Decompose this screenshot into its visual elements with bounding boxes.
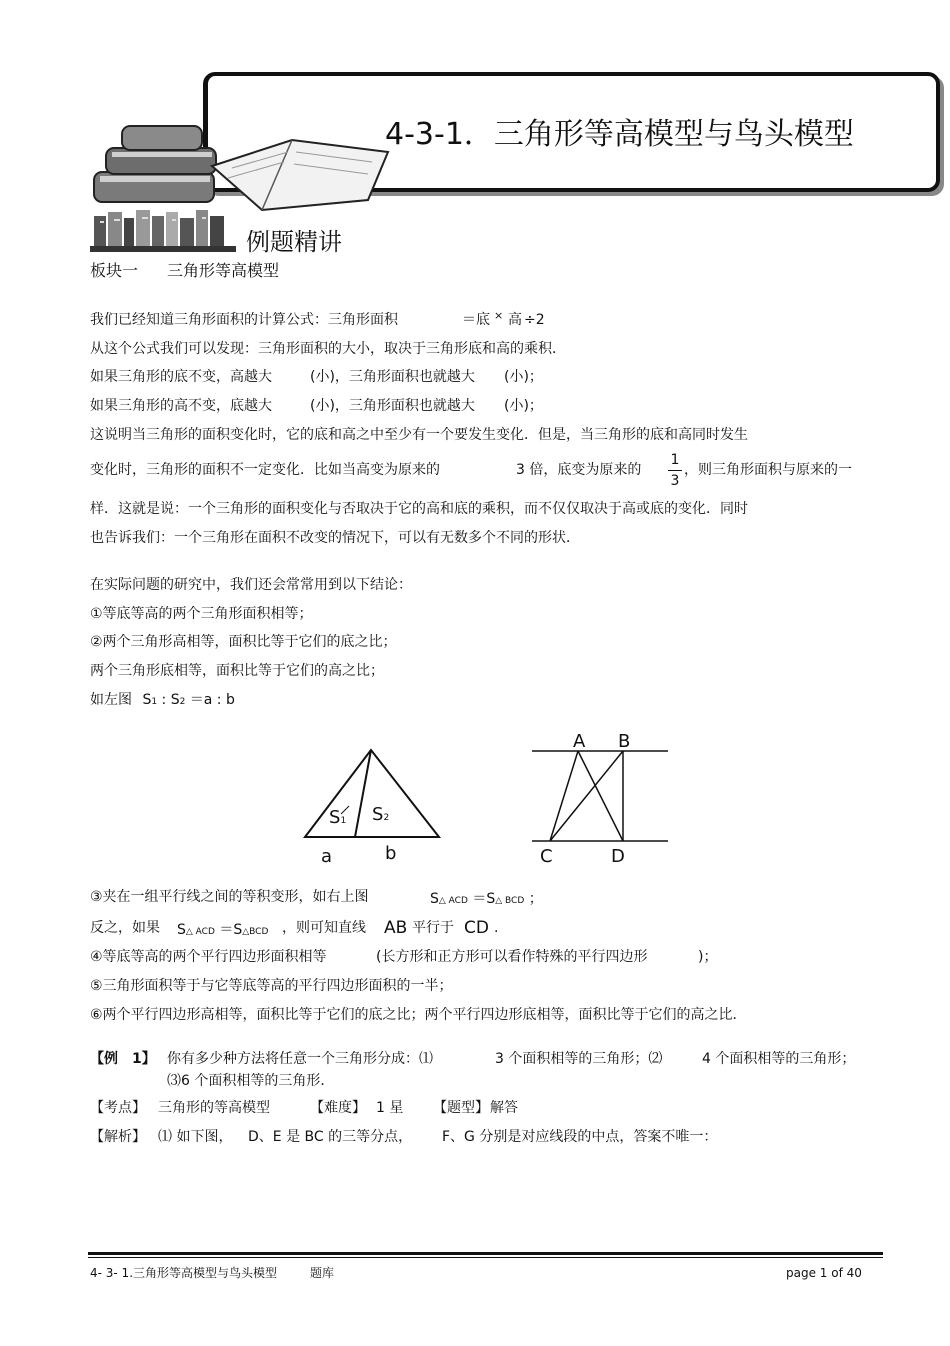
nandu-value: 1 星: [376, 1100, 404, 1116]
triangle-divider: [355, 750, 371, 837]
conclusion-4b: (长方形和正方形可以看作特殊的平行四边形: [376, 949, 648, 965]
jiexi-b: D、E 是 BC 的三等分点，: [248, 1129, 413, 1145]
section-title: 例题精讲: [246, 228, 342, 256]
ratio-sep: : S: [161, 692, 180, 708]
conclusion-head: 在实际问题的研究中，我们还会常常用到以下结论：: [90, 577, 412, 593]
conclusion-2c-a: 如左图: [90, 692, 132, 708]
footer-rule-thick: [88, 1252, 883, 1255]
block-title: 三角形等高模型: [167, 261, 280, 280]
intro-line-6a: 变化时，三角形的面积不一定变化．比如当高变为原来的: [90, 462, 440, 478]
conclusion-3-formula: S△ ACD ＝S△ BCD ；: [430, 891, 543, 907]
intro-line-1c: ×: [494, 309, 504, 322]
tixing-value: 解答: [490, 1100, 518, 1116]
intro-line-7: 样．这就是说：一个三角形的面积变化与否取决于它的高和底的乘积，而不仅仅取决于高或底的变化．同时: [90, 501, 748, 517]
s1-sub: 1: [151, 697, 158, 707]
jiexi-c: F、G 分别是对应线段的中点，答案不唯一：: [442, 1129, 718, 1145]
intro-line-4b: (小)，三角形面积也就越大: [310, 398, 475, 414]
line-ad: [578, 751, 623, 841]
book-shelf-icon: [90, 208, 238, 254]
conclusion-2c: [90, 691, 235, 711]
intro-line-4a: 如果三角形的高不变，底越大: [90, 398, 272, 414]
conclusion-6: ⑥两个平行四边形高相等，面积比等于它们的底之比；两个平行四边形底相等，面积比等于它们的高之比．: [90, 1007, 747, 1023]
label-D: D: [611, 846, 625, 867]
page-title: 4-3-1．三角形等高模型与鸟头模型: [385, 117, 854, 152]
intro-line-1a: 我们已经知道三角形面积的计算公式：三角形面积: [90, 312, 398, 328]
conclusion-1: ①等底等高的两个三角形面积相等；: [90, 606, 313, 622]
conclusion-3b-ab: AB: [384, 918, 408, 938]
label-B: B: [618, 731, 631, 752]
label-s2: S2: [372, 804, 390, 825]
kaodian-value: 三角形的等高模型: [158, 1100, 270, 1116]
label-C: C: [540, 846, 553, 867]
footer-rule-thin: [88, 1257, 883, 1258]
conclusion-3b-c: 平行于: [412, 920, 454, 936]
books-icon: [92, 122, 392, 214]
conclusion-3b-formula: S△ ACD ＝S△BCD: [177, 922, 269, 938]
label-A: A: [573, 731, 586, 752]
footer-mid: 题库: [310, 1266, 335, 1280]
conclusion-2: ②两个三角形高相等，面积比等于它们的底之比；: [90, 634, 397, 650]
label-b: b: [385, 843, 397, 864]
conclusion-3b-d: .: [494, 920, 499, 936]
s2-sub: 2: [179, 697, 186, 707]
conclusion-4c: )；: [698, 949, 718, 965]
conclusion-3b-cd: CD: [464, 918, 489, 938]
intro-line-2: 从这个公式我们可以发现：三角形面积的大小，取决于三角形底和高的乘积．: [90, 341, 566, 357]
intro-line-3c: (小)；: [504, 369, 543, 385]
intro-line-3b: (小)，三角形面积也就越大: [310, 369, 475, 385]
fraction-denominator: 3: [670, 473, 680, 489]
fraction-one-third: [668, 451, 682, 490]
nandu-label: 【难度】: [310, 1100, 366, 1116]
conclusion-5: ⑤三角形面积等于与它等底等高的平行四边形面积的一半；: [90, 978, 453, 994]
intro-line-5: 这说明当三角形的面积变化时，它的底和高之中至少有一个要发生变化．但是，当三角形的底和高同时发生: [90, 427, 748, 443]
intro-line-6c: ，则三角形面积与原来的一: [684, 462, 852, 478]
conclusion-4a: ④等底等高的两个平行四边形面积相等: [90, 949, 327, 965]
intro-line-1e: ÷2: [524, 312, 545, 328]
intro-line-1b: ＝底: [462, 312, 490, 328]
footer-page-number: page 1 of 40: [786, 1266, 862, 1280]
line-bc: [550, 751, 623, 841]
conclusion-3b-b: ，则可知直线: [282, 920, 366, 936]
conclusion-3b-a: 反之，如果: [90, 920, 160, 936]
s1-symbol: S: [142, 692, 152, 708]
jiexi-a: ⑴ 如下图，: [158, 1129, 233, 1145]
fraction-bar: [668, 470, 682, 471]
intro-line-4c: (小)；: [504, 398, 543, 414]
kaodian-label: 【考点】: [90, 1100, 146, 1116]
block-label: 板块一: [90, 261, 139, 280]
example-q1a: 你有多少种方法将任意一个三角形分成：⑴: [167, 1051, 433, 1067]
example-q2: ⑶6 个面积相等的三角形．: [167, 1073, 335, 1089]
conclusion-2b: 两个三角形底相等，面积比等于它们的高之比；: [90, 663, 384, 679]
intro-line-6b: 3 倍，底变为原来的: [516, 462, 642, 478]
footer-left: 4- 3- 1.三角形等高模型与鸟头模型: [90, 1266, 278, 1280]
intro-line-3a: 如果三角形的底不变，高越大: [90, 369, 272, 385]
conclusion-3a: ③夹在一组平行线之间的等积变形，如右上图: [90, 889, 369, 905]
example-label: 【例 1】: [90, 1051, 156, 1067]
intro-line-8: 也告诉我们：一个三角形在面积不改变的情况下，可以有无数多个不同的形状．: [90, 530, 580, 546]
tixing-label: 【题型】: [433, 1100, 489, 1116]
parallel-figure: [528, 740, 673, 850]
fraction-numerator: 1: [670, 452, 680, 468]
jiexi-label: 【解析】: [90, 1129, 146, 1145]
line-ac: [550, 751, 578, 841]
label-s1: S1: [329, 807, 347, 828]
example-q1b: 3 个面积相等的三角形；⑵: [495, 1051, 663, 1067]
ratio-equals: ＝a : b: [189, 692, 235, 708]
intro-line-1d: 高: [508, 312, 522, 328]
example-q1c: 4 个面积相等的三角形；: [702, 1051, 856, 1067]
label-a: a: [321, 846, 333, 867]
